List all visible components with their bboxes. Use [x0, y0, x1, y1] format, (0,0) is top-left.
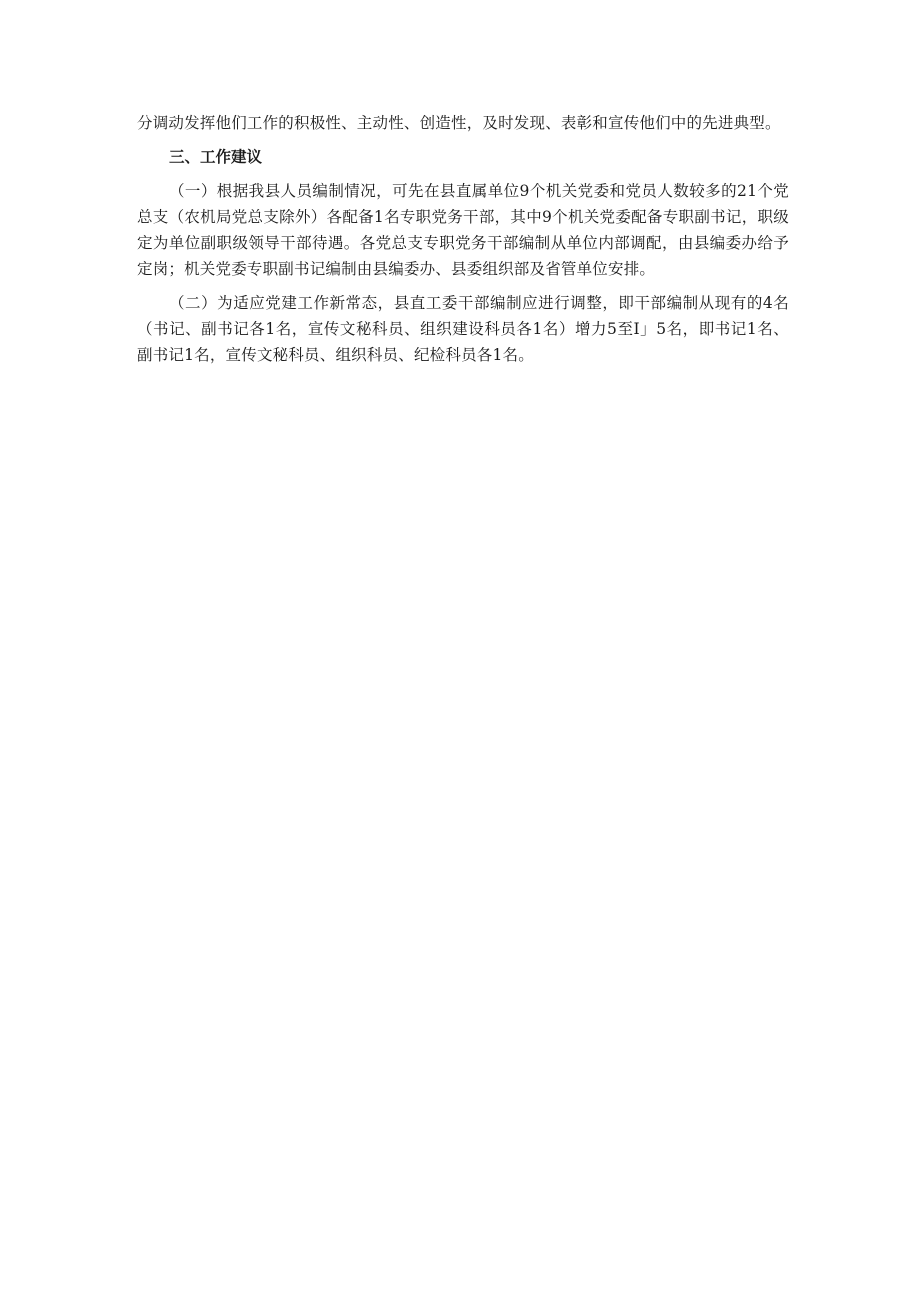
recommendation-paragraph-1: （一）根据我县人员编制情况，可先在县直属单位9个机关党委和党员人数较多的21个党总支（农机局党总支除外）各配备1名专职党务干部，其中9个机关党委配备专职副书记，职级定为单位副职级领导干部待遇。各党总支专职党务干部编制从单位内部调配，由县编委办给予定岗；机关党委专职副书记编制由县编委办、县委组织部及省管单位安排。	[137, 182, 789, 278]
document-page	[137, 110, 789, 368]
recommendation-paragraph-2: （二）为适应党建工作新常态，县直工委干部编制应进行调整，即干部编制从现有的4名（书记、副书记各1名，宣传文秘科员、组织建设科员各1名）增力5至I」5名，即书记1名、副书记1名，宣传文秘科员、组织科员、纪检科员各1名。	[137, 294, 789, 364]
section-heading: 三、工作建议	[169, 148, 263, 166]
paragraph-gap	[137, 282, 789, 290]
continuation-paragraph: 分调动发挥他们工作的积极性、主动性、创造性，及时发现、表彰和宣传他们中的先进典型。	[137, 114, 781, 132]
